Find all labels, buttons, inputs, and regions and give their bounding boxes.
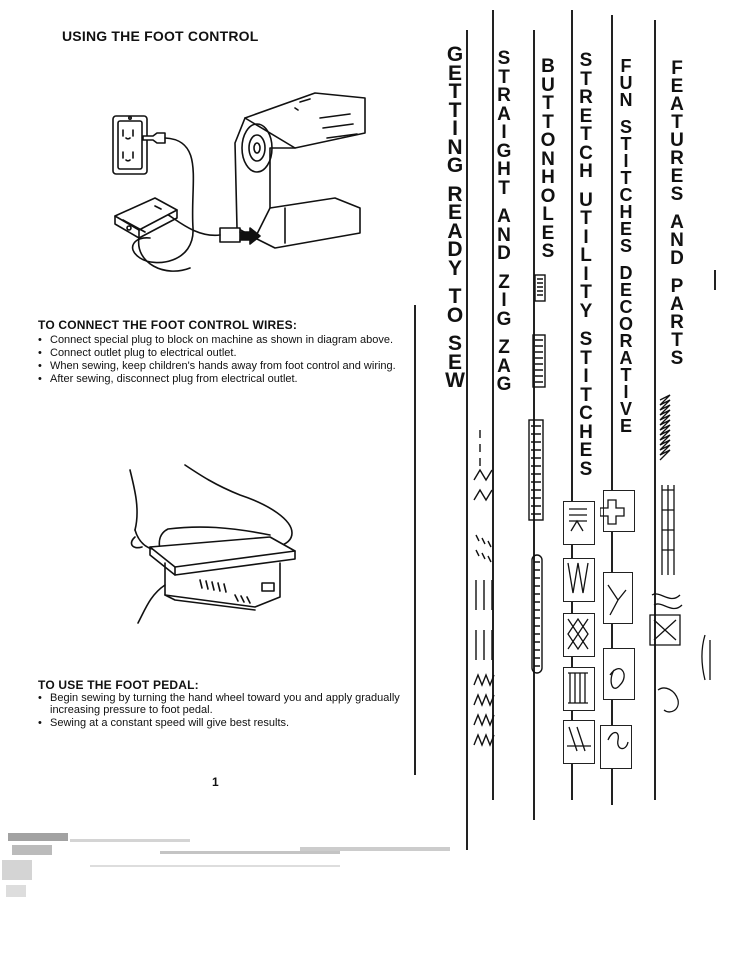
features-parts-graphics <box>640 390 715 720</box>
tab-features-parts[interactable]: F E A T U R E S A N D P A R T S <box>670 58 684 369</box>
list-item: • Sewing at a constant speed will give best results. <box>36 717 408 729</box>
decorative-stitch-patterns <box>600 490 636 770</box>
scan-artifact <box>0 825 470 905</box>
foot-controller-small <box>115 198 177 238</box>
page-title: USING THE FOOT CONTROL <box>62 28 259 44</box>
connect-instructions <box>36 334 418 386</box>
tab-straight-zigzag[interactable]: S T R A I G H T A N D Z I G Z A G <box>496 48 512 395</box>
tab-buttonholes[interactable]: B U T T O N H O L E S <box>540 56 556 262</box>
stretch-stitch-patterns <box>563 501 595 763</box>
tab-stretch-utility[interactable]: S T R E T C H U T I L I T Y S T I T C H E S <box>579 50 593 480</box>
list-item: • Connect special plug to block on machine as shown in diagram above. <box>36 334 418 346</box>
connect-heading: TO CONNECT THE FOOT CONTROL WIRES: <box>38 318 298 332</box>
buttonhole-samples <box>523 270 553 680</box>
pedal-heading: TO USE THE FOOT PEDAL: <box>38 678 199 692</box>
wall-outlet <box>113 116 147 174</box>
tab-fun-stitches[interactable]: F U N S T I T C H E S D E C O R A T I V E <box>618 56 633 436</box>
page-number: 1 <box>212 775 219 789</box>
list-item: • Connect outlet plug to electrical outlet. <box>36 347 418 359</box>
pedal-instructions <box>36 692 408 730</box>
list-item: • When sewing, keep children's hands away from foot control and wiring. <box>36 360 418 372</box>
tab-getting-ready[interactable]: G E T T I N G R E A D Y T O S E W <box>445 43 465 392</box>
sewing-machine <box>235 93 365 248</box>
divider-line <box>714 270 716 290</box>
foot-pedal-illustration <box>120 455 310 625</box>
list-item: • After sewing, disconnect plug from electrical outlet. <box>36 373 418 385</box>
zigzag-stitch-samples <box>472 430 496 770</box>
list-item: • Begin sewing by turning the hand wheel toward you and apply gradually increasing pressure to foot pedal. <box>36 692 408 716</box>
divider-line <box>414 305 416 775</box>
plug-connection-illustration <box>95 88 375 283</box>
